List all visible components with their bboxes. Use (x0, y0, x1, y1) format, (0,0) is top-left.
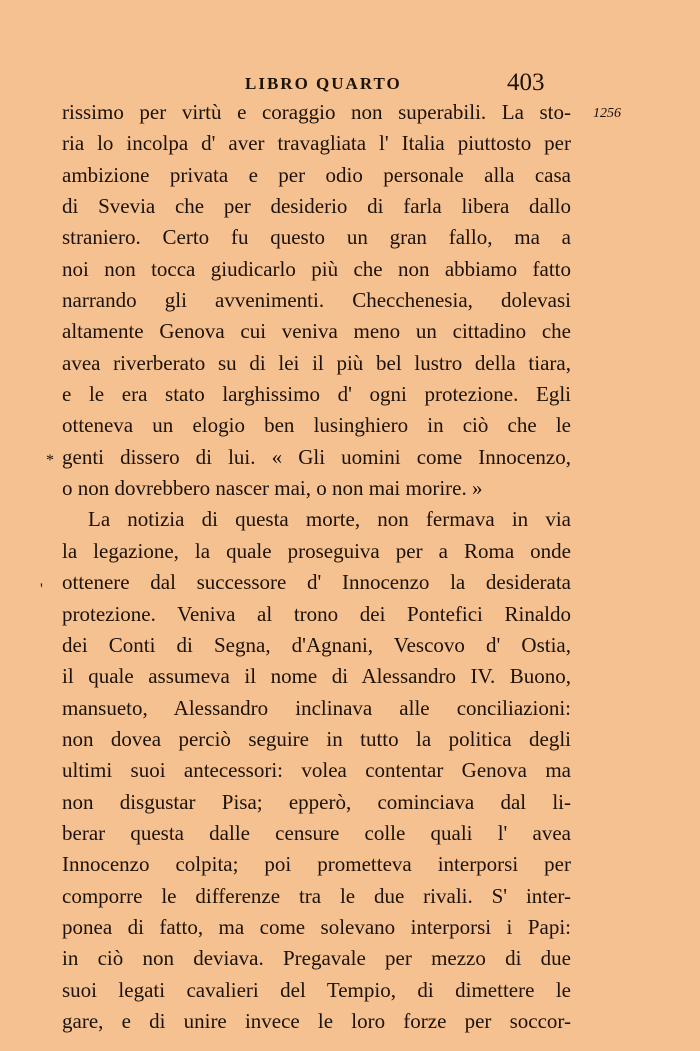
text-line: di Svevia che per desiderio di farla libera dallo (62, 194, 571, 219)
text-line: la legazione, la quale proseguiva per a Roma onde (62, 538, 571, 563)
text-line: mansueto, Alessandro inclinava alle conciliazioni: (62, 695, 571, 720)
text-line: Innocenzo colpita; poi prometteva interporsi per (62, 852, 571, 877)
text-line: ottenere dal successore d' Innocenzo la desiderata (62, 570, 571, 595)
page-number: 403 (507, 69, 545, 96)
running-head (0, 70, 700, 98)
text-line: comporre le differenze tra le due rivali. S' inter- (62, 883, 571, 908)
text-line: suoi legati cavalieri del Tempio, di dimettere le (62, 977, 571, 1002)
text-line: noi non tocca giudicarlo più che non abbiamo fatto (62, 256, 571, 281)
margin-asterisk-mark: * (46, 452, 54, 469)
margin-year-note: 1256 (593, 106, 621, 121)
text-line: ambizione privata e per odio personale alla casa (62, 162, 571, 187)
text-line: o non dovrebbero nascer mai, o non mai morire. » (62, 476, 483, 501)
text-line: ultimi suoi antecessori: volea contentar Genova ma (62, 758, 571, 783)
text-line: ria lo incolpa d' aver travagliata l' Italia piuttosto per (62, 131, 571, 156)
text-line: in ciò non deviava. Pregavale per mezzo di due (62, 946, 571, 971)
running-title: LIBRO QUARTO (245, 74, 402, 93)
text-body (62, 97, 571, 1037)
text-line: protezione. Veniva al trono dei Pontefici Rinaldo (62, 601, 571, 626)
text-line: narrando gli avvenimenti. Checchenesia, dolevasi (62, 288, 571, 313)
text-line: non dovea perciò seguire in tutto la politica degli (62, 726, 571, 751)
text-line: rissimo per virtù e coraggio non superabili. La sto- (62, 100, 571, 124)
text-line: ponea di fatto, ma come solevano interporsi i Papi: (62, 914, 571, 939)
text-line: dei Conti di Segna, d'Agnani, Vescovo d' Ostia, (62, 632, 571, 657)
text-line: non disgustar Pisa; epperò, cominciava dal li- (62, 789, 571, 814)
margin-tick-mark: ' (40, 581, 43, 598)
text-line: La notizia di questa morte, non fermava in via (88, 507, 571, 532)
text-line: berar questa dalle censure colle quali l' avea (62, 820, 571, 845)
text-line: e le era stato larghissimo d' ogni protezione. Egli (62, 382, 571, 407)
text-line: otteneva un elogio ben lusinghiero in ciò che le (62, 413, 571, 438)
text-line: avea riverberato su di lei il più bel lustro della tiara, (62, 350, 571, 375)
text-line: genti dissero di lui. « Gli uomini come Innocenzo, (62, 444, 571, 469)
text-line: il quale assumeva il nome di Alessandro IV. Buono, (62, 664, 571, 689)
text-line: straniero. Certo fu questo un gran fallo, ma a (62, 225, 571, 250)
text-line: altamente Genova cui veniva meno un cittadino che (62, 319, 571, 344)
text-line: gare, e di unire invece le loro forze per soccor- (62, 1008, 571, 1033)
